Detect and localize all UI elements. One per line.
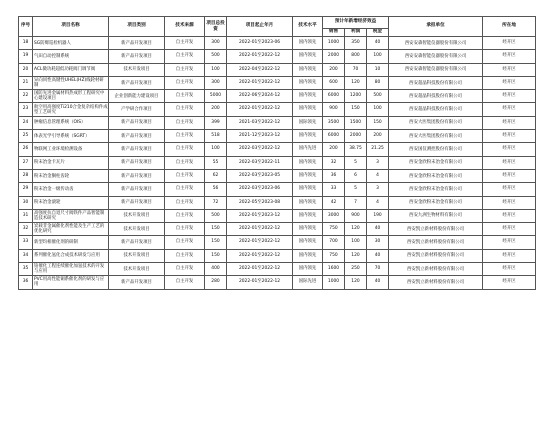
cell-level: 国内领先 bbox=[293, 103, 323, 116]
cell-profit: 250 bbox=[345, 263, 367, 276]
cell-tax: 80 bbox=[367, 76, 389, 89]
cell-profit: 1200 bbox=[345, 90, 367, 103]
cell-investment: 62 bbox=[205, 169, 227, 182]
cell-investment: 5000 bbox=[205, 90, 227, 103]
cell-location: 经开区 bbox=[483, 50, 536, 63]
cell-name: 国防先进金属材料热成形工程研究中心建设项目 bbox=[33, 90, 109, 103]
header-revenue: 销售 bbox=[323, 29, 345, 37]
cell-name: 粉末冶金卡瓦片 bbox=[33, 156, 109, 169]
cell-location: 经开区 bbox=[483, 143, 536, 156]
cell-category: 技术开发项目 bbox=[109, 209, 165, 222]
cell-name: PVC用高性能铜系催化剂的研发与应用 bbox=[33, 276, 109, 289]
cell-seq: 30 bbox=[19, 196, 33, 209]
cell-investment: 300 bbox=[205, 76, 227, 89]
cell-source: 自主开发 bbox=[165, 130, 205, 143]
cell-location: 经开区 bbox=[483, 90, 536, 103]
cell-tax: 10 bbox=[367, 63, 389, 76]
cell-category: 新产品开发项目 bbox=[109, 76, 165, 89]
cell-profit: 70 bbox=[345, 63, 367, 76]
cell-seq: 27 bbox=[19, 156, 33, 169]
cell-level: 国内领先 bbox=[293, 156, 323, 169]
cell-unit: 西安大医集团股份有限公司 bbox=[389, 130, 483, 143]
cell-tax: 4 bbox=[367, 196, 389, 209]
cell-seq: 36 bbox=[19, 276, 33, 289]
cell-period: 2022-04至2022-12 bbox=[227, 63, 293, 76]
cell-level: 国内领先 bbox=[293, 209, 323, 222]
cell-period: 2022-01至2022-12 bbox=[227, 76, 293, 89]
cell-period: 2022-01至2022-12 bbox=[227, 50, 293, 63]
cell-source: 自主开发 bbox=[165, 103, 205, 116]
table-row bbox=[19, 76, 536, 89]
header-benefit-group: 预计年新增经济效益 bbox=[323, 17, 389, 29]
cell-investment: 150 bbox=[205, 236, 227, 249]
cell-category: 新产品开发项目 bbox=[109, 169, 165, 182]
cell-investment: 56 bbox=[205, 183, 227, 196]
cell-profit: 2000 bbox=[345, 130, 367, 143]
cell-name: ACL微功耗超低功耗阀门调节阀 bbox=[33, 63, 109, 76]
cell-name: 铂催化工程连续催化加氢技术的开发与应用 bbox=[33, 263, 109, 276]
cell-seq: 20 bbox=[19, 63, 33, 76]
cell-seq: 29 bbox=[19, 183, 33, 196]
header-seq: 序号 bbox=[19, 17, 33, 37]
cell-revenue: 32 bbox=[323, 156, 345, 169]
cell-level: 国内领先 bbox=[293, 169, 323, 182]
cell-period: 2022-03至2022-11 bbox=[227, 156, 293, 169]
cell-period: 2022-01至2022-12 bbox=[227, 103, 293, 116]
cell-profit: 150 bbox=[345, 103, 367, 116]
table-row bbox=[19, 90, 536, 103]
cell-source: 自主开发 bbox=[165, 156, 205, 169]
table-row bbox=[19, 263, 536, 276]
cell-level: 国内领先 bbox=[293, 50, 323, 63]
cell-tax: 100 bbox=[367, 103, 389, 116]
cell-tax: 30 bbox=[367, 236, 389, 249]
cell-unit: 西安超晶科技股份有限公司 bbox=[389, 90, 483, 103]
header-profit: 利润 bbox=[345, 29, 367, 37]
cell-profit: 120 bbox=[345, 76, 367, 89]
cell-location: 经开区 bbox=[483, 103, 536, 116]
table-row bbox=[19, 209, 536, 222]
cell-revenue: 600 bbox=[323, 76, 345, 89]
cell-name: SG防爆巡检机器人 bbox=[33, 37, 109, 50]
cell-location: 经开区 bbox=[483, 209, 536, 222]
cell-level: 国际领先 bbox=[293, 116, 323, 129]
cell-category: 技术开发项目 bbox=[109, 223, 165, 236]
table-row bbox=[19, 63, 536, 76]
table-row bbox=[19, 196, 536, 209]
table-row bbox=[19, 276, 536, 289]
cell-level: 国内领先 bbox=[293, 90, 323, 103]
cell-investment: 500 bbox=[205, 50, 227, 63]
cell-seq: 21 bbox=[19, 76, 33, 89]
cell-revenue: 700 bbox=[323, 236, 345, 249]
table-row bbox=[19, 236, 536, 249]
cell-unit: 西安安森智能仪器股份有限公司 bbox=[389, 50, 483, 63]
cell-investment: 150 bbox=[205, 223, 227, 236]
cell-category: 新产品开发项目 bbox=[109, 37, 165, 50]
cell-category: 新产品开发项目 bbox=[109, 143, 165, 156]
cell-unit: 西安凯立新材料股份有限公司 bbox=[389, 236, 483, 249]
cell-source: 自主开发 bbox=[165, 196, 205, 209]
header-category: 项目类别 bbox=[109, 17, 165, 37]
cell-location: 经开区 bbox=[483, 37, 536, 50]
cell-tax: 3 bbox=[367, 183, 389, 196]
cell-location: 经开区 bbox=[483, 183, 536, 196]
cell-level: 国内领先 bbox=[293, 236, 323, 249]
cell-category: 新产品开发项目 bbox=[109, 130, 165, 143]
cell-tax: 70 bbox=[367, 263, 389, 276]
cell-level: 国内先进 bbox=[293, 143, 323, 156]
cell-source: 自主开发 bbox=[165, 223, 205, 236]
cell-unit: 西安凯立新材料股份有限公司 bbox=[389, 223, 483, 236]
cell-level: 国内领先 bbox=[293, 76, 323, 89]
cell-source: 自主开发 bbox=[165, 63, 205, 76]
cell-category: 新产品开发项目 bbox=[109, 183, 165, 196]
cell-level: 国际先进 bbox=[293, 276, 323, 289]
cell-name: 异向同性高键性UHEL(HZ)线轮材研制 bbox=[33, 76, 109, 89]
cell-tax: 190 bbox=[367, 209, 389, 222]
cell-category: 新产品开发项目 bbox=[109, 50, 165, 63]
cell-location: 经开区 bbox=[483, 169, 536, 182]
cell-name: 高强度抗自退尺寸阀铁件产品智能制造技术研究 bbox=[33, 209, 109, 222]
cell-seq: 32 bbox=[19, 223, 33, 236]
cell-category: 企业创新能力建设项目 bbox=[109, 90, 165, 103]
cell-period: 2022-01至2022-12 bbox=[227, 249, 293, 262]
cell-profit: 5 bbox=[345, 156, 367, 169]
cell-location: 经开区 bbox=[483, 223, 536, 236]
table-row bbox=[19, 37, 536, 50]
cell-source: 自主开发 bbox=[165, 169, 205, 182]
cell-tax: 100 bbox=[367, 50, 389, 63]
cell-profit: 5 bbox=[345, 183, 367, 196]
cell-source: 自主开发 bbox=[165, 249, 205, 262]
cell-level: 国内领先 bbox=[293, 130, 323, 143]
cell-seq: 33 bbox=[19, 236, 33, 249]
header-location: 所在地 bbox=[483, 17, 536, 37]
table-row bbox=[19, 223, 536, 236]
cell-unit: 西安金欣粉末冶金有限公司 bbox=[389, 169, 483, 182]
header-level: 技术水平 bbox=[293, 17, 323, 37]
cell-unit: 西安超晶科技股份有限公司 bbox=[389, 76, 483, 89]
cell-investment: 300 bbox=[205, 37, 227, 50]
cell-profit: 100 bbox=[345, 236, 367, 249]
table-row bbox=[19, 130, 536, 143]
cell-investment: 399 bbox=[205, 116, 227, 129]
cell-source: 自主开发 bbox=[165, 263, 205, 276]
cell-period: 2022-05至2023-08 bbox=[227, 196, 293, 209]
cell-location: 经开区 bbox=[483, 130, 536, 143]
cell-investment: 280 bbox=[205, 276, 227, 289]
cell-profit: 1500 bbox=[345, 116, 367, 129]
cell-level: 国内领先 bbox=[293, 63, 323, 76]
header-investment: 项目总投资 bbox=[205, 17, 227, 37]
cell-profit: 38.75 bbox=[345, 143, 367, 156]
cell-profit: 800 bbox=[345, 50, 367, 63]
cell-unit: 西安国仪测控股份有限公司 bbox=[389, 143, 483, 156]
table-row bbox=[19, 156, 536, 169]
cell-period: 2022-03至2023-06 bbox=[227, 183, 293, 196]
project-table bbox=[18, 16, 536, 290]
cell-name: 体表光学引导系统（SGRT） bbox=[33, 130, 109, 143]
cell-tax: 40 bbox=[367, 249, 389, 262]
cell-tax: 3 bbox=[367, 156, 389, 169]
cell-period: 2022-01至2022-12 bbox=[227, 236, 293, 249]
cell-location: 经开区 bbox=[483, 196, 536, 209]
cell-revenue: 1000 bbox=[323, 37, 345, 50]
cell-seq: 28 bbox=[19, 169, 33, 182]
cell-unit: 西安凯立新材料股份有限公司 bbox=[389, 276, 483, 289]
cell-category: 新产品开发项目 bbox=[109, 156, 165, 169]
cell-seq: 19 bbox=[19, 50, 33, 63]
cell-unit: 西安金欣粉末冶金有限公司 bbox=[389, 183, 483, 196]
cell-seq: 24 bbox=[19, 116, 33, 129]
cell-name: 气田自动控制系统 bbox=[33, 50, 109, 63]
cell-level: 国内领先 bbox=[293, 37, 323, 50]
cell-period: 2022-01至2022-12 bbox=[227, 276, 293, 289]
table-row bbox=[19, 50, 536, 63]
cell-unit: 西安安森智能仪器股份有限公司 bbox=[389, 37, 483, 50]
cell-tax: 40 bbox=[367, 276, 389, 289]
cell-name: 粉末冶金滚轮 bbox=[33, 196, 109, 209]
cell-unit: 西安金欣粉末冶金有限公司 bbox=[389, 196, 483, 209]
cell-seq: 35 bbox=[19, 263, 33, 276]
cell-revenue: 1000 bbox=[323, 276, 345, 289]
cell-category: 新产品开发项目 bbox=[109, 276, 165, 289]
cell-name: 系列催化氢化合成技术研发与应用 bbox=[33, 249, 109, 262]
table-row bbox=[19, 183, 536, 196]
cell-location: 经开区 bbox=[483, 63, 536, 76]
cell-seq: 22 bbox=[19, 90, 33, 103]
cell-revenue: 750 bbox=[323, 223, 345, 236]
cell-revenue: 2000 bbox=[323, 50, 345, 63]
cell-investment: 100 bbox=[205, 63, 227, 76]
cell-profit: 350 bbox=[345, 37, 367, 50]
cell-revenue: 750 bbox=[323, 249, 345, 262]
header-tax: 税金 bbox=[367, 29, 389, 37]
cell-source: 自主开发 bbox=[165, 37, 205, 50]
cell-unit: 西安九洲生物材料有限公司 bbox=[389, 209, 483, 222]
cell-profit: 6 bbox=[345, 169, 367, 182]
cell-source: 自主开发 bbox=[165, 236, 205, 249]
cell-profit: 120 bbox=[345, 249, 367, 262]
cell-investment: 100 bbox=[205, 143, 227, 156]
cell-period: 2022-01至2022-12 bbox=[227, 263, 293, 276]
cell-name: 粉末冶金胴柱齿轮 bbox=[33, 169, 109, 182]
cell-source: 自主开发 bbox=[165, 50, 205, 63]
cell-profit: 7 bbox=[345, 196, 367, 209]
cell-name: 物联网工业环境检测设备 bbox=[33, 143, 109, 156]
cell-category: 产学研合作项目 bbox=[109, 103, 165, 116]
cell-investment: 72 bbox=[205, 196, 227, 209]
cell-name: 新型均相催化剂的研制 bbox=[33, 236, 109, 249]
cell-investment: 150 bbox=[205, 249, 227, 262]
cell-period: 2022-01至2023-06 bbox=[227, 37, 293, 50]
cell-investment: 518 bbox=[205, 130, 227, 143]
cell-revenue: 900 bbox=[323, 103, 345, 116]
cell-seq: 23 bbox=[19, 103, 33, 116]
cell-profit: 120 bbox=[345, 276, 367, 289]
cell-level: 国内领先 bbox=[293, 196, 323, 209]
cell-unit: 西安凯立新材料股份有限公司 bbox=[389, 263, 483, 276]
project-table-sheet bbox=[18, 16, 535, 290]
cell-revenue: 200 bbox=[323, 63, 345, 76]
cell-location: 经开区 bbox=[483, 236, 536, 249]
cell-profit: 900 bbox=[345, 209, 367, 222]
cell-profit: 120 bbox=[345, 223, 367, 236]
header-source: 技术来源 bbox=[165, 17, 205, 37]
cell-source: 自主开发 bbox=[165, 90, 205, 103]
cell-investment: 55 bbox=[205, 156, 227, 169]
cell-revenue: 200 bbox=[323, 143, 345, 156]
table-row bbox=[19, 169, 536, 182]
cell-period: 2022-03至2023-05 bbox=[227, 169, 293, 182]
cell-category: 技术开发项目 bbox=[109, 63, 165, 76]
cell-level: 国内领先 bbox=[293, 223, 323, 236]
cell-name: 炭载非金属催化剂性能及生产工艺的优化研究 bbox=[33, 223, 109, 236]
cell-seq: 31 bbox=[19, 209, 33, 222]
cell-location: 经开区 bbox=[483, 263, 536, 276]
cell-unit: 西安凯立新材料股份有限公司 bbox=[389, 249, 483, 262]
cell-name: 肿瘤信息管理系统（OIS） bbox=[33, 116, 109, 129]
cell-unit: 西安金欣粉末冶金有限公司 bbox=[389, 156, 483, 169]
cell-revenue: 3000 bbox=[323, 209, 345, 222]
cell-investment: 500 bbox=[205, 209, 227, 222]
header-period: 项目起止年月 bbox=[227, 17, 293, 37]
cell-level: 国内领先 bbox=[293, 263, 323, 276]
cell-revenue: 33 bbox=[323, 183, 345, 196]
cell-seq: 26 bbox=[19, 143, 33, 156]
cell-location: 经开区 bbox=[483, 249, 536, 262]
table-row bbox=[19, 249, 536, 262]
cell-seq: 18 bbox=[19, 37, 33, 50]
cell-seq: 34 bbox=[19, 249, 33, 262]
cell-period: 2022-06至2024-12 bbox=[227, 90, 293, 103]
cell-category: 新产品开发项目 bbox=[109, 236, 165, 249]
cell-revenue: 36 bbox=[323, 169, 345, 182]
cell-unit: 西安超晶科技股份有限公司 bbox=[389, 103, 483, 116]
cell-unit: 西安大医集团股份有限公司 bbox=[389, 116, 483, 129]
cell-tax: 4 bbox=[367, 169, 389, 182]
cell-revenue: 1600 bbox=[323, 263, 345, 276]
cell-location: 经开区 bbox=[483, 116, 536, 129]
cell-period: 2022-01至2023-12 bbox=[227, 209, 293, 222]
cell-revenue: 6000 bbox=[323, 130, 345, 143]
table-row bbox=[19, 143, 536, 156]
cell-revenue: 42 bbox=[323, 196, 345, 209]
cell-category: 技术开发项目 bbox=[109, 249, 165, 262]
header-row bbox=[19, 17, 536, 29]
cell-source: 自主开发 bbox=[165, 209, 205, 222]
cell-source: 自主开发 bbox=[165, 183, 205, 196]
cell-revenue: 3500 bbox=[323, 116, 345, 129]
cell-period: 2022-01至2022-12 bbox=[227, 223, 293, 236]
cell-category: 新产品开发项目 bbox=[109, 196, 165, 209]
table-body bbox=[19, 37, 536, 290]
cell-tax: 40 bbox=[367, 223, 389, 236]
table-row bbox=[19, 116, 536, 129]
cell-location: 经开区 bbox=[483, 156, 536, 169]
cell-tax: 40 bbox=[367, 37, 389, 50]
cell-location: 经开区 bbox=[483, 76, 536, 89]
cell-source: 自主开发 bbox=[165, 116, 205, 129]
cell-name: 航空用高强度Ti210合金复杂结构件成型工艺研究 bbox=[34, 104, 108, 115]
cell-period: 2022-03至2022-12 bbox=[227, 143, 293, 156]
cell-level: 国内领先 bbox=[293, 183, 323, 196]
cell-source: 自主开发 bbox=[165, 76, 205, 89]
cell-name: 粉末冶金一级传动齿 bbox=[33, 183, 109, 196]
cell-level: 国内领先 bbox=[293, 249, 323, 262]
cell-source: 自主开发 bbox=[165, 276, 205, 289]
cell-seq: 25 bbox=[19, 130, 33, 143]
header-name: 项目名称 bbox=[33, 17, 109, 37]
cell-period: 2021-12至2023-12 bbox=[227, 130, 293, 143]
header-unit: 承担单位 bbox=[389, 17, 483, 37]
cell-tax: 21.25 bbox=[367, 143, 389, 156]
cell-revenue: 6000 bbox=[323, 90, 345, 103]
cell-period: 2021-03至2022-12 bbox=[227, 116, 293, 129]
cell-tax: 150 bbox=[367, 116, 389, 129]
cell-tax: 200 bbox=[367, 130, 389, 143]
cell-category: 新产品开发项目 bbox=[109, 116, 165, 129]
table-row bbox=[19, 103, 536, 116]
cell-location: 经开区 bbox=[483, 276, 536, 289]
cell-tax: 500 bbox=[367, 90, 389, 103]
cell-category: 技术开发项目 bbox=[109, 263, 165, 276]
cell-unit: 西安安森智能仪器股份有限公司 bbox=[389, 63, 483, 76]
cell-source: 自主开发 bbox=[165, 143, 205, 156]
cell-investment: 200 bbox=[205, 103, 227, 116]
cell-investment: 400 bbox=[205, 263, 227, 276]
